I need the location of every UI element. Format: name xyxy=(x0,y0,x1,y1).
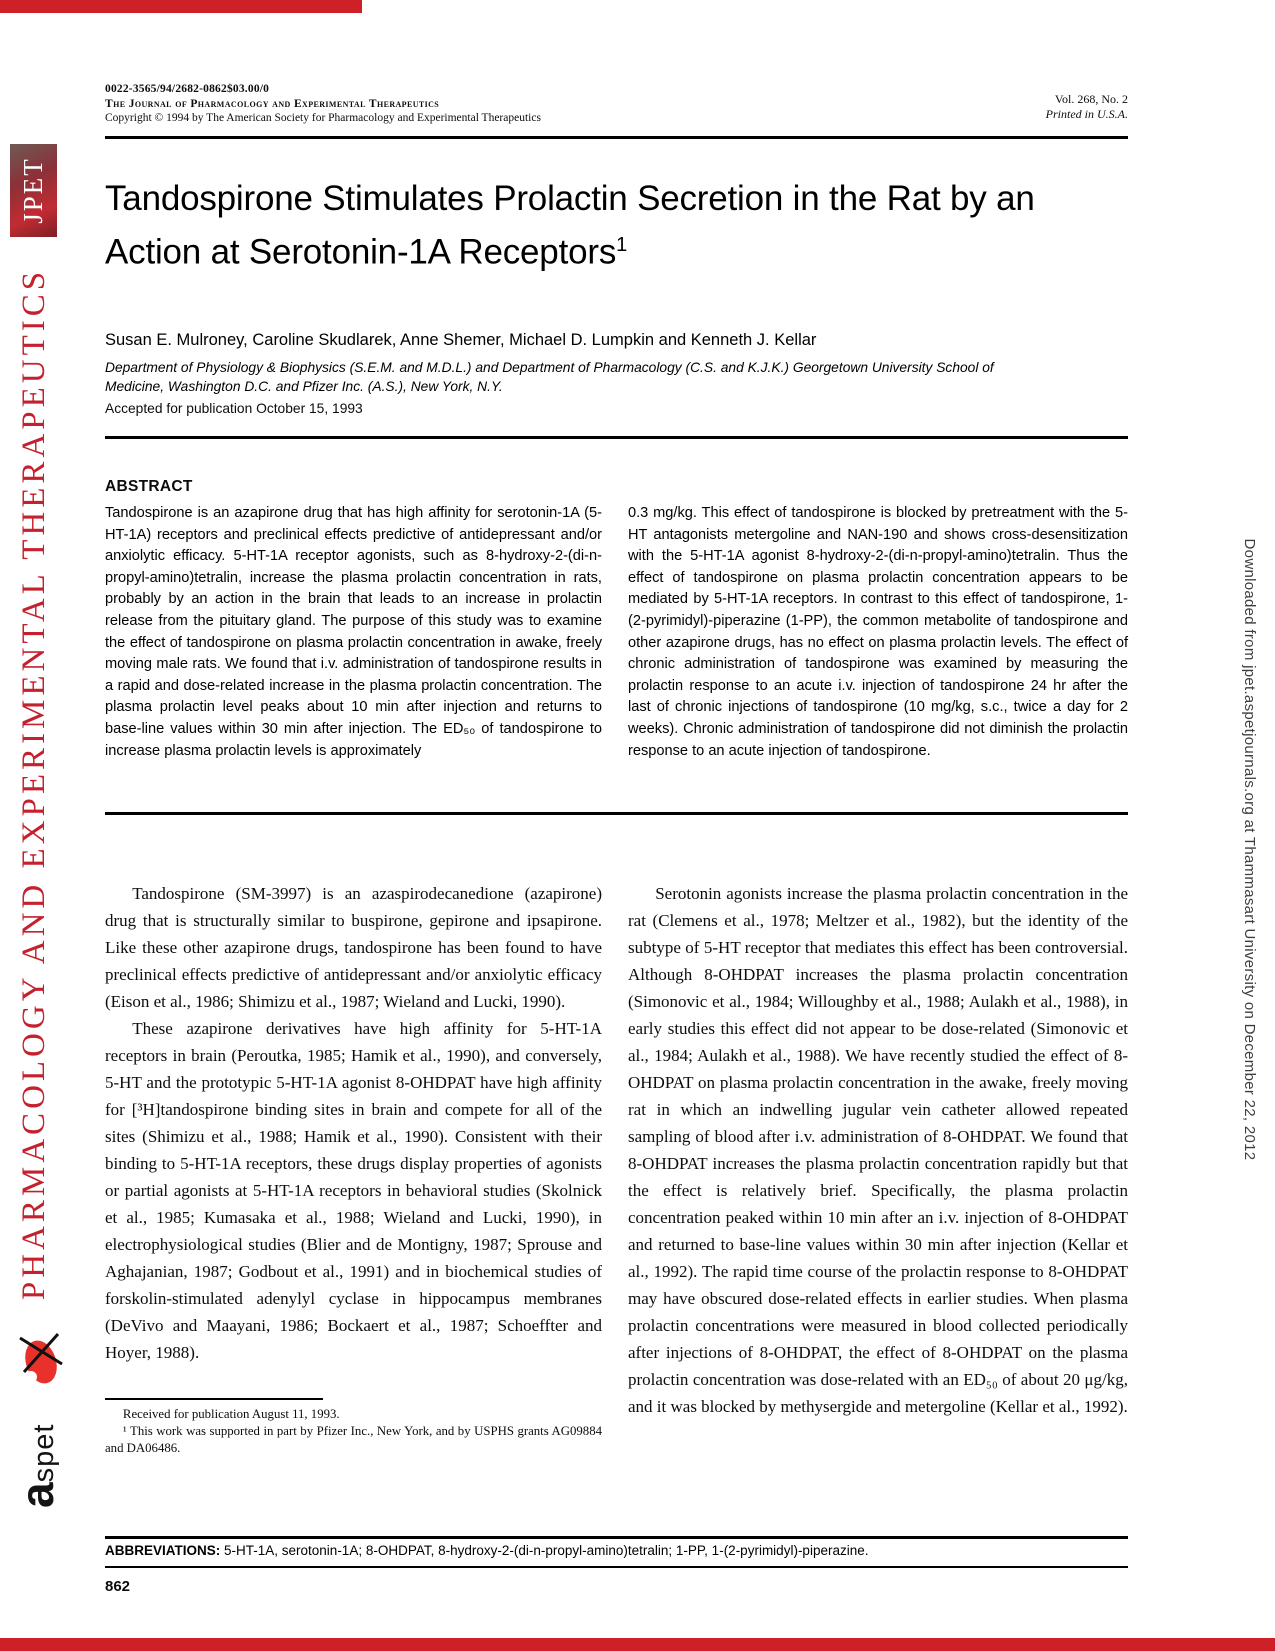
title-rule xyxy=(105,436,1128,439)
aspet-logo-rest: spet xyxy=(28,1423,60,1483)
article-title-line1: Tandospirone Stimulates Prolactin Secretion in the Rat by an xyxy=(105,179,1035,218)
page-number: 862 xyxy=(105,1578,131,1595)
title-footnote-marker: 1 xyxy=(616,234,628,256)
aspet-logo-icon xyxy=(14,1328,66,1394)
footnote-rule xyxy=(105,1398,323,1400)
affiliation: Department of Physiology & Biophysics (S.E.M. and M.D.L.) and Department of Pharmacology (C.S. and K.J.K.) Georgetown University School of Medicine, Washington D.C. and Pfizer Inc. (A.S.), New York, N.Y. xyxy=(105,360,994,394)
body-column-left xyxy=(105,880,602,1366)
printed-line: Printed in U.S.A. xyxy=(1045,107,1128,121)
abbreviations-rule-top xyxy=(105,1536,1128,1539)
jpet-logo xyxy=(10,144,57,237)
masthead-right xyxy=(828,92,1128,122)
footnote-block xyxy=(105,1406,602,1456)
authors-line: Susan E. Mulroney, Caroline Skudlarek, Anne Shemer, Michael D. Lumpkin and Kenneth J. Kellar xyxy=(105,331,817,349)
article-title xyxy=(105,176,1120,276)
abbreviations-label: ABBREVIATIONS: xyxy=(105,1543,221,1558)
aspet-logo xyxy=(11,1390,63,1508)
issn-line: 0022-3565/94/2682-0862$03.00/0 xyxy=(105,83,270,95)
sidebar-journal-title: PHARMACOLOGY AND EXPERIMENTAL THERAPEUTICS xyxy=(16,267,52,1301)
abbreviations-rule-bottom xyxy=(105,1566,1128,1568)
abbreviations-line xyxy=(105,1543,1128,1558)
aspet-logo-a: a xyxy=(11,1482,63,1508)
body-paragraph: These azapirone derivatives have high affinity for 5-HT-1A receptors in brain (Peroutka, 1985; Hamik et al., 1990), and conversely, 5-HT and the prototypic 5-HT-1A agonist 8-OHDPAT have high affinity for [³H]tandospirone binding sites in brain and compete for all of the sites (Shimizu et al., 1988; Hamik et al., 1990). Consistent with their binding to 5-HT-1A receptors, these drugs display properties of agonists or partial agonists at 5-HT-1A receptors in behavioral studies (Skolnick et al., 1985; Kumasaka et al., 1988; Wieland and Lucki, 1990), in electrophysiological studies (Blier and de Montigny, 1987; Sprouse and Aghajanian, 1987; Godbout et al., 1991) and in biochemical studies of forskolin-stimulated adenylyl cyclase in hippocampus membranes (DeVivo and Maayani, 1986; Bockaert et al., 1987; Schoeffter and Hoyer, 1988). xyxy=(105,1019,602,1362)
masthead-rule xyxy=(105,136,1128,139)
article-title-line2: Action at Serotonin-1A Receptors$^1$ xyxy=(105,232,628,272)
jpet-logo-label: JPET xyxy=(18,157,49,224)
footnote-support: ¹ This work was supported in part by Pfizer Inc., New York, and by USPHS grants AG09884 and DA06486. xyxy=(105,1423,602,1455)
footnote-received: Received for publication August 11, 1993. xyxy=(122,1407,340,1421)
abstract-column-right: 0.3 mg/kg. This effect of tandospirone is blocked by pretreatment with the 5-HT antagonists metergoline and NAN-190 and shows cross-desensitization with the 5-HT-1A agonist 8-hydroxy-2-(di-n-propyl-amino)tetralin. Thus the effect of tandospirone on plasma prolactin concentration appears to be mediated by 5-HT-1A receptors. In contrast to this effect of tandospirone, 1-(2-pyrimidyl)-piperazine (1-PP), the common metabolite of tandospirone and other azapirone drugs, has no effect on plasma prolactin levels. The effect of chronic administration of tandospirone was examined by measuring the prolactin response to an acute i.v. injection of tandospirone 24 hr after the last of chronic injections of tandospirone (10 mg/kg, s.c., twice a day for 2 weeks). Chronic administration of tandospirone did not diminish the prolactin response to an acute injection of tandospirone. xyxy=(628,505,1128,759)
masthead-left xyxy=(105,82,541,126)
accepted-line: Accepted for publication October 15, 1993 xyxy=(105,401,363,416)
abstract-heading: ABSTRACT xyxy=(105,478,193,495)
abstract-column-left: Tandospirone is an azapirone drug that has high affinity for serotonin-1A (5-HT-1A) receptors and preclinical effects predictive of antidepressant and/or anxiolytic efficacy. 5-HT-1A receptor agonists, such as 8-hydroxy-2-(di-n-propyl-amino)tetralin, increase the plasma prolactin concentration in rats, probably by an action in the brain that leads to an increase in prolactin release from the pituitary gland. The purpose of this study was to examine the effect of tandospirone on plasma prolactin concentration in awake, freely moving male rats. We found that i.v. administration of tandospirone results in a rapid and dose-related increase in the plasma prolactin concentration. The plasma prolactin level peaks about 10 min after injection and returns to base-line values within 30 min after injection. The ED₅₀ of tandospirone to increase plasma prolactin levels is approximately xyxy=(105,505,602,759)
volume-line: Vol. 268, No. 2 xyxy=(1054,92,1128,106)
bottom-red-bar xyxy=(0,1638,1275,1651)
abstract-rule xyxy=(105,812,1128,815)
body-paragraph: Tandospirone (SM-3997) is an azaspirodecanedione (azapirone) drug that is structurally similar to buspirone, gepirone and ipsapirone. Like these other azapirone drugs, tandospirone has been found to have preclinical effects predictive of antidepressant and/or anxiolytic efficacy (Eison et al., 1986; Shimizu et al., 1987; Wieland and Lucki, 1990). xyxy=(105,884,602,1011)
abbreviations-text: 5-HT-1A, serotonin-1A; 8-OHDPAT, 8-hydroxy-2-(di-n-propyl-amino)tetralin; 1-PP, 1-(2-pyrimidyl)-piperazine. xyxy=(220,1543,869,1558)
top-red-bar xyxy=(0,0,362,13)
journal-name: The Journal of Pharmacology and Experimental Therapeutics xyxy=(105,97,440,110)
body-column-right xyxy=(628,880,1128,1420)
copyright-line: Copyright © 1994 by The American Society for Pharmacology and Experimental Therapeutics xyxy=(105,112,541,124)
body-paragraph: Serotonin agonists increase the plasma prolactin concentration in the rat (Clemens et al., 1978; Meltzer et al., 1982), but the identity of the subtype of 5-HT receptor that mediates this effect has been controversial. Although 8-OHDPAT increases the plasma prolactin concentration (Simonovic et al., 1984; Willoughby et al., 1988; Aulakh et al., 1988), in early studies this effect did not appear to be dose-related (Simonovic et al., 1984; Aulakh et al., 1988). We have recently studied the effect of 8-OHDPAT on plasma prolactin concentration in the awake, freely moving rat in which an indwelling jugular vein catheter allowed repeated sampling of blood after i.v. administration of 8-OHDPAT. We found that 8-OHDPAT increases the plasma prolactin concentration rapidly but that the effect is relatively brief. Specifically, the plasma prolactin concentration peaked within 10 min after an i.v. injection of 8-OHDPAT and returned to base-line values within 30 min after injection (Kellar et al., 1992). The rapid time course of the prolactin response to 8-OHDPAT may have obscured dose-related effects in earlier studies. When plasma prolactin concentrations were measured in blood collected periodically after injections of 8-OHDPAT, the effect of 8-OHDPAT on the plasma prolactin concentration was dose-related with an ED₅₀ of about 20 μg/kg, and it was blocked by methysergide and metergoline (Kellar et al., 1992). xyxy=(628,884,1128,1416)
download-watermark: Downloaded from jpet.aspetjournals.org at Thammasart University on December 22, 2012 xyxy=(1241,538,1258,1161)
